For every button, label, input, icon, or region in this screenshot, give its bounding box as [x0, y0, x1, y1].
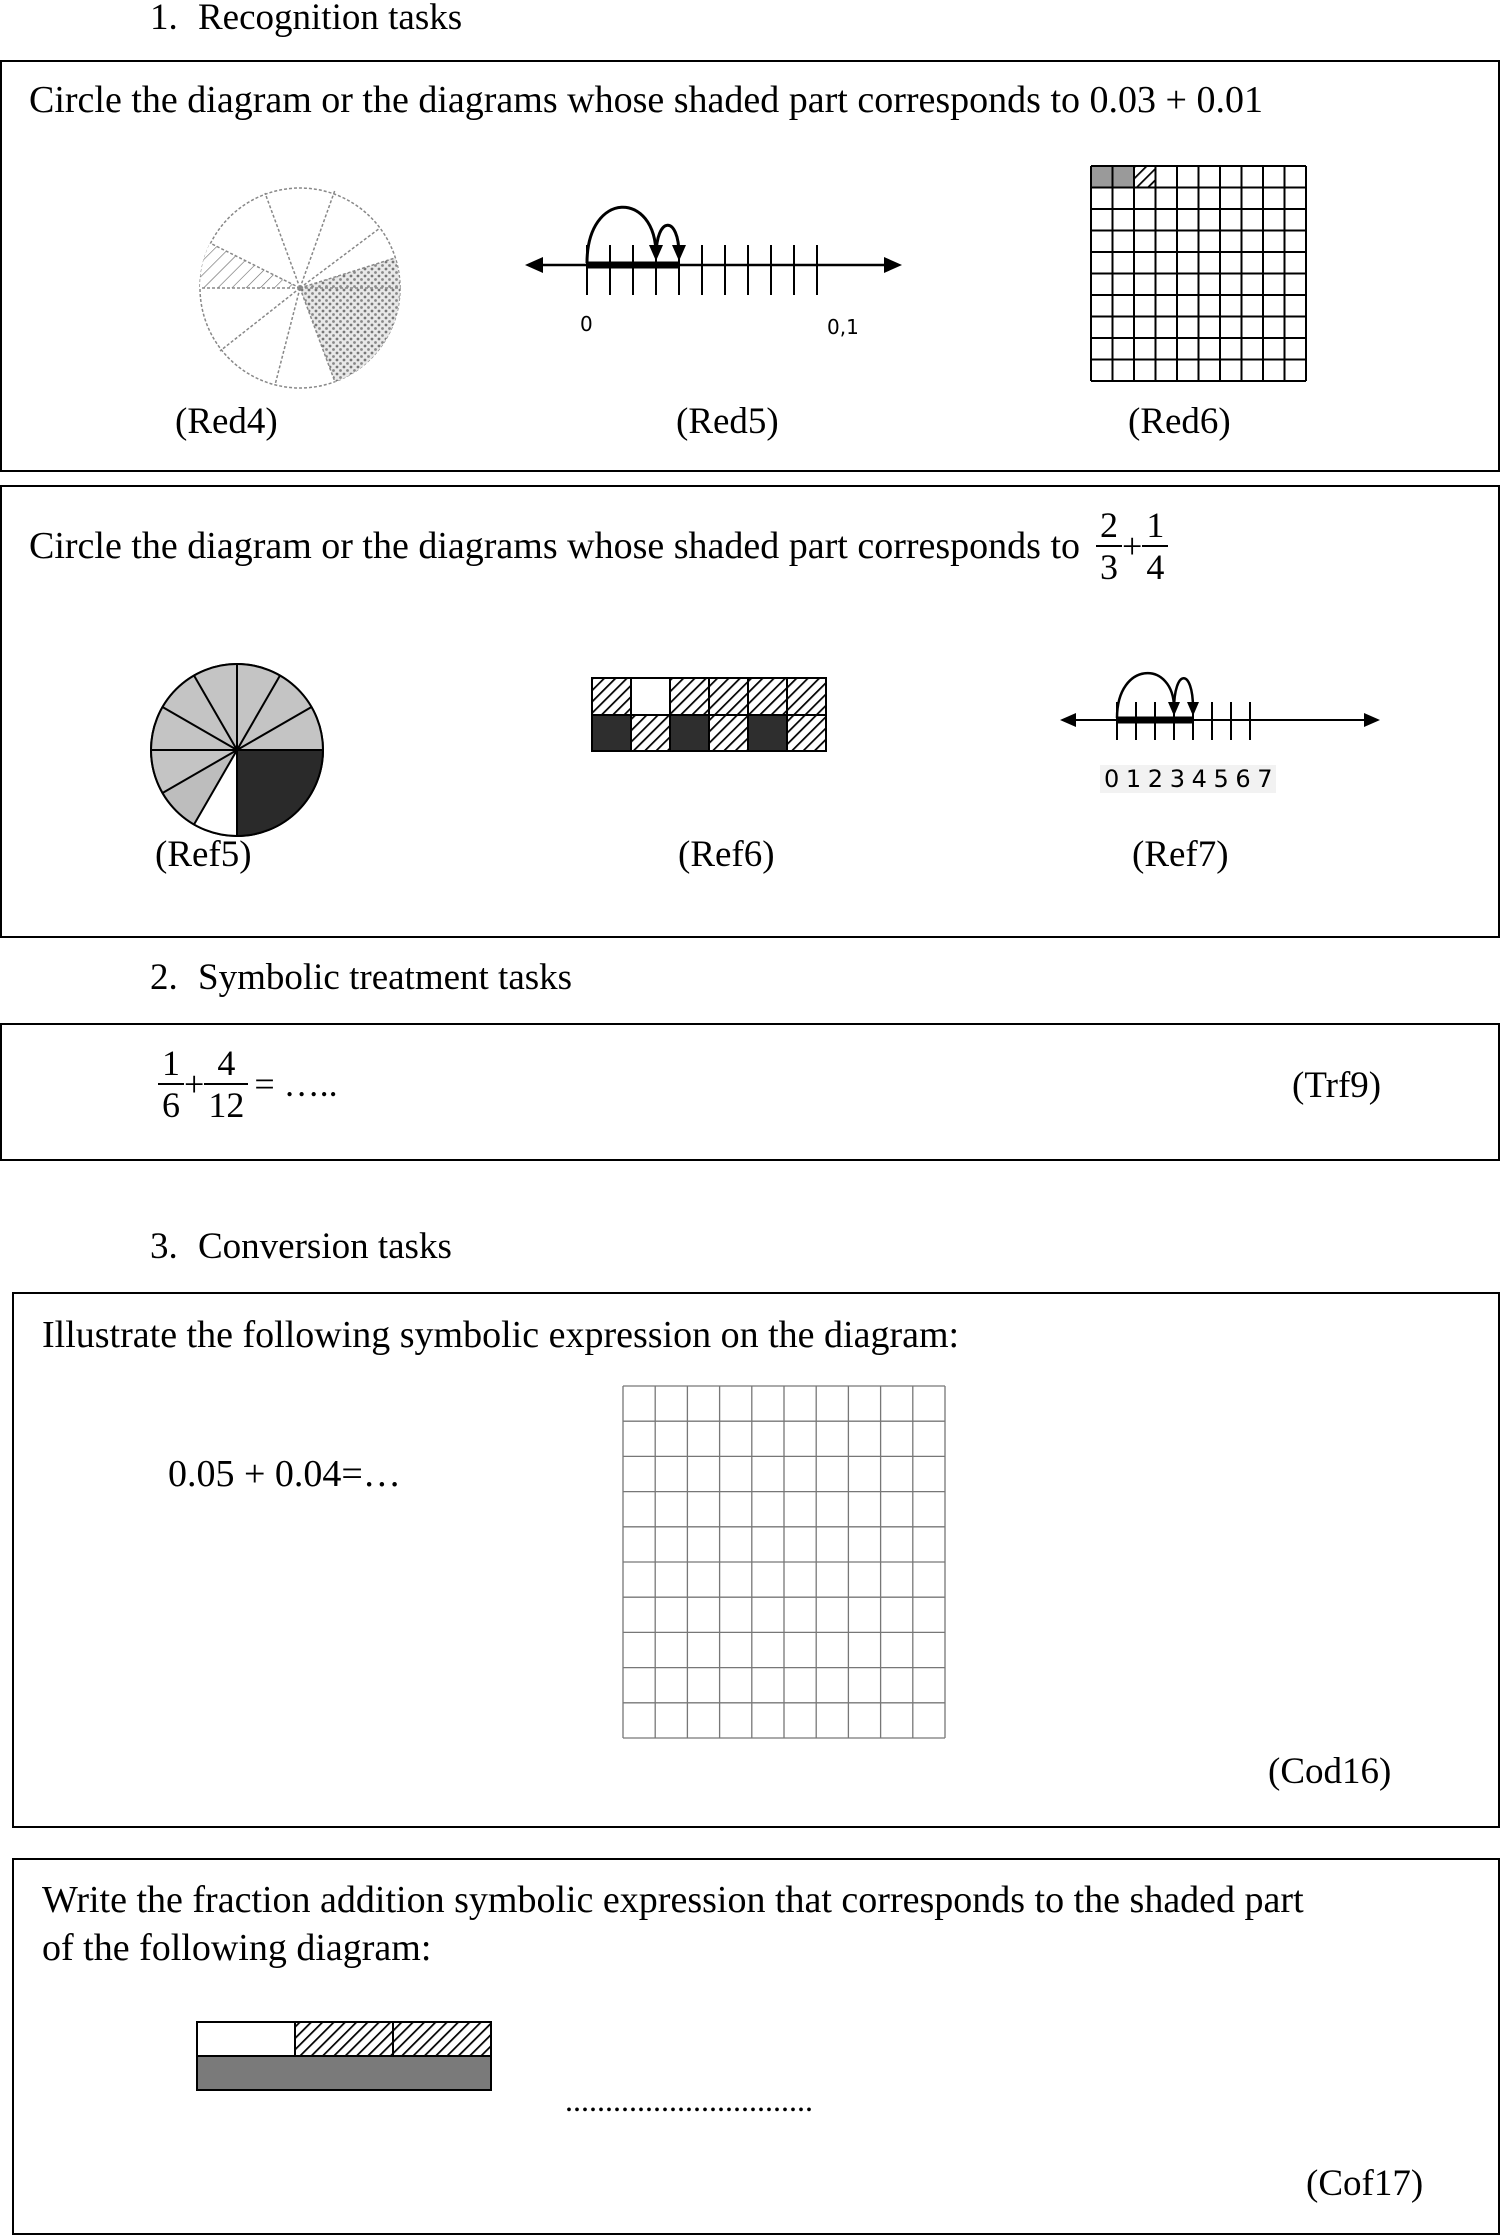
red6-grey-cell [1091, 166, 1113, 188]
red6-label: (Red6) [1128, 401, 1231, 442]
task-cod-prompt: Illustrate the following symbolic expression on the diagram: [42, 1314, 960, 1356]
section-3-title: Conversion tasks [198, 1226, 452, 1267]
red6-hatched-cell [1134, 166, 1156, 188]
task-trf-expression [158, 1043, 338, 1125]
section-2-number: 2. [150, 957, 178, 998]
section-1-number: 1. [150, 0, 178, 38]
red5-label-end: 0,1 [827, 315, 859, 339]
ref6-bar-diagram [592, 678, 830, 752]
red4-label: (Red4) [175, 401, 278, 442]
ref7-number-line [1060, 650, 1380, 770]
ref5-pie-diagram [147, 660, 327, 840]
section-1-heading [150, 0, 462, 38]
cof17-bar-diagram [197, 2022, 495, 2094]
task-ref-prompt-line [29, 505, 1168, 587]
ref7-tick-labels: 0 1 2 3 4 5 6 7 [1100, 765, 1276, 793]
red5-label: (Red5) [676, 401, 779, 442]
task-trf-label: (Trf9) [1292, 1065, 1382, 1106]
task-cof-answer-blank: ............................... [565, 2082, 813, 2118]
section-3-number: 3. [150, 1226, 178, 1267]
section-3-heading [150, 1227, 452, 1267]
task-trf-operator: + [184, 1064, 205, 1104]
red5-label-start: 0 [580, 312, 593, 336]
red4-pie-diagram [195, 183, 405, 393]
section-2-heading [150, 958, 572, 998]
ref6-label: (Ref6) [678, 834, 775, 875]
red6-grid [1090, 165, 1309, 384]
task-cof-prompt-line-1: Write the fraction addition symbolic expression that corresponds to the shaded part [42, 1879, 1304, 1921]
task-cod-expression: 0.05 + 0.04=… [168, 1453, 401, 1495]
cod16-grid [622, 1385, 946, 1741]
ref5-label: (Ref5) [155, 834, 252, 875]
section-1-title: Recognition tasks [198, 0, 463, 38]
task-cod-label: (Cod16) [1268, 1751, 1392, 1792]
task-ref-fraction-2: $\frac{1}{4}$ [1142, 505, 1168, 587]
ref7-label: (Ref7) [1132, 834, 1229, 875]
red6-grey-cell [1113, 166, 1135, 188]
task-ref-operator: + [1122, 526, 1143, 566]
task-cof-label: (Cof17) [1306, 2163, 1424, 2204]
task-trf-equals: = ….. [254, 1064, 338, 1104]
task-trf-fraction-2: $\frac{4}{12}$ [204, 1043, 248, 1125]
task-ref-fraction-1: $\frac{2}{3}$ [1096, 505, 1122, 587]
task-red-prompt: Circle the diagram or the diagrams whose shaded part corresponds to 0.03 + 0.01 [29, 79, 1263, 121]
task-cof-prompt-line-2: of the following diagram: [42, 1927, 432, 1969]
section-2-title: Symbolic treatment tasks [198, 957, 573, 998]
task-trf-fraction-1: $\frac{1}{6}$ [158, 1043, 184, 1125]
task-ref-prompt: Circle the diagram or the diagrams whose shaded part corresponds to [29, 525, 1081, 567]
